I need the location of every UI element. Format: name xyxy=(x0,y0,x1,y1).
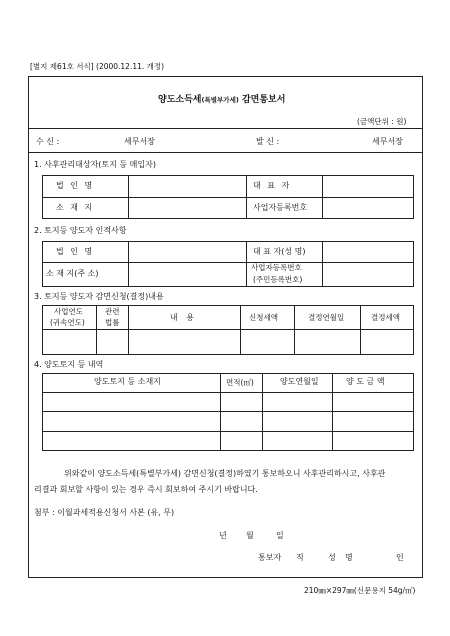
amount-unit-note: (금액단위 : 원) xyxy=(357,117,407,126)
col-decided-tax: 결정세액 xyxy=(371,313,400,322)
col-divider xyxy=(220,373,221,451)
s2-biz-reg-no-label: 사업자등록번호 xyxy=(251,263,302,272)
col-content: 내 용 xyxy=(170,313,197,322)
sender-label: 발 신 : xyxy=(256,137,280,146)
seal-label: 인 xyxy=(396,553,404,562)
s2-representative-label: 대 표 자(성 명) xyxy=(253,247,306,256)
s2-address-label: 소 재 지(주 소) xyxy=(46,269,99,278)
date-day-label: 일 xyxy=(276,531,284,540)
s3-decided-tax-field[interactable] xyxy=(361,330,413,354)
s1-biz-reg-no-field[interactable] xyxy=(323,198,413,218)
s1-address-field[interactable] xyxy=(129,198,245,218)
col-law: 법률 xyxy=(105,318,120,327)
col-transfer-amount: 양 도 금 액 xyxy=(346,377,385,386)
notice-line2: 리결과 회보할 사항이 있는 경우 즉시 회보하여 주시기 바랍니다. xyxy=(34,485,258,494)
s3-law-field[interactable] xyxy=(97,330,127,354)
s4-row2-location-field[interactable] xyxy=(43,412,219,430)
divider xyxy=(28,128,423,129)
col-divider xyxy=(246,241,247,287)
s1-representative-field[interactable] xyxy=(323,176,413,196)
recipient-value: 세무서장 xyxy=(124,137,155,146)
s3-applied-tax-field[interactable] xyxy=(241,330,293,354)
s1-corp-name-field[interactable] xyxy=(129,176,245,196)
col-divider xyxy=(332,373,333,451)
s3-year-field[interactable] xyxy=(43,330,95,354)
s4-row1-location-field[interactable] xyxy=(43,393,219,410)
section4-heading: 4. 양도토지 등 내역 xyxy=(34,360,104,369)
divider xyxy=(28,152,423,153)
s1-corp-name-label: 법 인 명 xyxy=(56,181,95,190)
title-end: 감면통보서 xyxy=(241,95,286,105)
col-attribution-year: (귀속연도) xyxy=(50,318,85,327)
col-divider xyxy=(246,175,247,219)
section1-heading: 1. 사후관리대상자(토지 등 매입자) xyxy=(34,160,156,169)
s1-representative-label: 대 표 자 xyxy=(253,181,292,190)
paper-size-note: 210㎜×297㎜(신문용지 54g/㎡) xyxy=(304,586,416,595)
title-paren: (특별부가세) xyxy=(201,96,239,104)
title-main: 양도소득세 xyxy=(158,95,202,105)
position-label: 직 xyxy=(296,553,304,562)
name-label-2: 명 xyxy=(345,553,353,562)
s2-corp-name-field[interactable] xyxy=(129,242,245,261)
col-applied-tax: 신청세액 xyxy=(249,313,278,322)
col-decision-date: 결정연월일 xyxy=(308,313,345,322)
name-label: 성 xyxy=(328,553,336,562)
notice-line1: 위와같이 양도소득세(특별부가세) 감면신청(결정)하였기 통보하오니 사후관리하시고, 사후관 xyxy=(64,469,386,478)
s4-row3-location-field[interactable] xyxy=(43,432,219,450)
sender-value: 세무서장 xyxy=(372,137,403,146)
form-reference: [별지 제61호 서식] (2000.12.11. 개정) xyxy=(30,62,165,71)
s2-address-field[interactable] xyxy=(129,263,245,286)
col-divider xyxy=(262,373,263,451)
notifier-label: 통보자 xyxy=(258,553,282,562)
col-area: 면적(㎡) xyxy=(226,378,254,387)
col-transfer-date: 양도연월일 xyxy=(280,377,319,386)
recipient-label: 수 신 : xyxy=(36,137,60,146)
form-title xyxy=(158,96,285,105)
section3-heading: 3. 토지등 양도자 감면신청(결정)내용 xyxy=(34,292,164,301)
s3-content-field[interactable] xyxy=(129,330,239,354)
section2-heading: 2. 토지등 양도자 인적사항 xyxy=(34,226,127,235)
col-related: 관련 xyxy=(105,307,120,316)
col-business-year: 사업연도 xyxy=(54,307,83,316)
s2-biz-reg-no-field[interactable] xyxy=(323,263,413,286)
date-month-label: 월 xyxy=(246,531,254,540)
date-year-label: 년 xyxy=(219,531,227,540)
s3-decision-date-field[interactable] xyxy=(295,330,359,354)
attachment-note: 첨부 : 이월과세적용신청서 사본 (유, 무) xyxy=(34,508,175,517)
s1-address-label: 소 재 지 xyxy=(56,203,95,212)
s2-corp-name-label: 법 인 명 xyxy=(56,247,95,256)
s2-representative-field[interactable] xyxy=(323,242,413,261)
col-land-location: 양도토지 등 소재지 xyxy=(94,377,161,386)
s2-resident-no-label: (주민등록번호) xyxy=(253,275,303,284)
s1-biz-reg-no-label: 사업자등록번호 xyxy=(253,203,308,212)
